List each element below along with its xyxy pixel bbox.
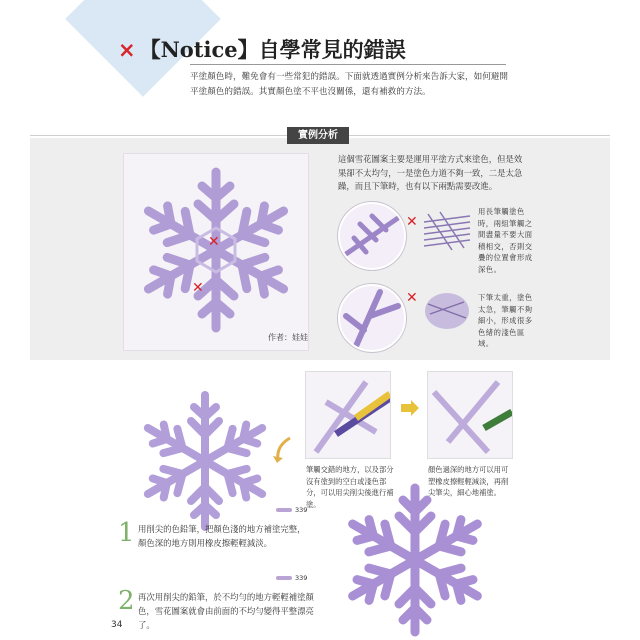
red-x-icon: ×: [118, 38, 136, 62]
error-mark-2-icon: ✕: [192, 280, 204, 296]
fix-caption-left: 筆觸交錯的地方，以及部分沒有塗到的空白或淺色部分，可以用尖削尖後進行補塗。: [306, 465, 394, 509]
error-mark-3-icon: ✕: [406, 214, 418, 230]
error-mark-1-icon: ✕: [208, 234, 220, 250]
page-title: [118, 34, 406, 64]
page-title-text: 【Notice】自學常見的錯誤: [139, 37, 406, 62]
pencil-code-1: 339: [276, 506, 307, 514]
next-arrow-icon: [401, 400, 419, 416]
step-number-1: 1: [118, 518, 135, 548]
snowflake-artwork-icon: [124, 154, 308, 350]
case-description: 這個雪花圖案主要是運用平塗方式來塗色，但是效果卻不太均勻，一是塗色力道不夠一致，二是太急躁，而且下筆時，也有以下兩點需要改進。: [338, 154, 523, 191]
intro-paragraph: 平塗顏色時，難免會有一些常犯的錯誤。下面就透過實例分析來告訴大家，如何避開平塗顏色的錯誤。其實顏色塗不平也沒關係，還有補救的方法。: [190, 72, 508, 97]
stroke-detail-icon: [340, 204, 404, 268]
page-number: 34: [111, 620, 123, 630]
final-snowflake-icon: [330, 478, 500, 640]
fix-caption-right: 顏色過深的地方可以用可塑橡皮擦輕輕減淡，再削尖筆尖，細心地補塗。: [428, 465, 509, 497]
swatch-rough: [422, 290, 472, 332]
detail-zoom-1: [338, 202, 406, 270]
title-divider: [190, 64, 506, 65]
pencil-fill-icon: [306, 372, 390, 458]
error-mark-4-icon: ✕: [406, 290, 418, 306]
pencil-swatch-icon: [276, 508, 292, 512]
step-text-1: 用削尖的色鉛筆，把顏色淺的地方補塗完整，顏色深的地方則用橡皮擦輕輕減淡。: [138, 524, 306, 548]
detail-zoom-2: [338, 284, 406, 352]
fix-photo-right: [428, 372, 512, 458]
fix-photo-left: [306, 372, 390, 458]
note-heavy-strokes: 下筆太重，塗色太急，筆觸不夠細小，形成很多色緒的淺色區域。: [478, 293, 533, 348]
pencil-refine-icon: [428, 372, 512, 458]
pencil-code-2: 339: [276, 574, 307, 582]
case-study-tag: 實例分析: [287, 127, 349, 144]
artwork-photo: [124, 154, 308, 350]
rough-swatch-icon: [422, 290, 472, 332]
crosshatch-swatch-icon: [422, 210, 472, 252]
corrected-snowflake-icon: [130, 386, 280, 536]
pencil-swatch-icon: [276, 576, 292, 580]
swatch-crosshatch: [422, 210, 472, 252]
author-credit: 作者：娃娃: [268, 333, 308, 342]
step-number-2: 2: [118, 586, 135, 616]
heavy-stroke-detail-icon: [340, 286, 404, 350]
curved-arrow-icon: [270, 436, 294, 464]
step-text-2: 再次用削尖的鉛筆，於不均勻的地方輕輕補塗顏色，雪花圖案就會由前面的不均勻變得平整漂亮了。: [138, 592, 314, 630]
note-long-strokes: 用長筆觸塗色時，兩組筆觸之間盡量不要大面積相交，否則交疊的位置會形成深色。: [478, 207, 533, 274]
